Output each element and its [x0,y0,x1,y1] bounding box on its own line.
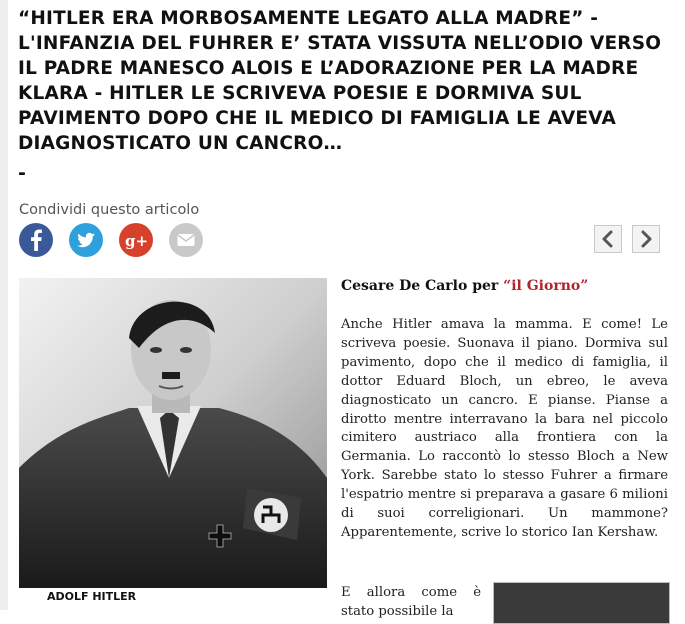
article-byline [341,278,588,294]
article-navigation [594,225,660,253]
article-body-continued: E allora come è stato possibile la [341,585,481,619]
inline-photo [493,582,670,624]
article-photo [19,278,327,588]
share-label: Condividi questo articolo [19,202,200,218]
google-plus-icon [119,223,153,257]
portrait-image [19,278,327,588]
previous-article-button[interactable] [594,225,622,253]
share-buttons [19,223,219,257]
svg-text:g+: g+ [125,232,149,250]
article-body: Anche Hitler amava la mamma. E come! Le scriveva poesie. Suonava il piano. Dormiva sul pavimento, dopo che il medico di famiglia, il dottor Eduard Bloch, un ebreo, le aveva diagnosticato un cancro. E pianse. Pianse a dirotto mentre interravano la bara nel piccolo cimitero austriaco alla frontiera con la Germania. Lo raccontò lo stesso Bloch a New York. Sarebbe stato lo stesso Fuhrer a firmare l'espatrio mentre si preparava a gasare 6 milioni di suoi correligionari. Un mammone? Apparentemente, scrive lo storico Ian Kershaw. [341,317,668,540]
twitter-share-button[interactable] [69,223,103,257]
email-share-button[interactable] [169,223,203,257]
photo-caption: ADOLF HITLER [47,590,137,603]
next-article-button[interactable] [632,225,660,253]
left-page-border [0,0,8,610]
facebook-icon [19,223,53,257]
byline-author: Cesare De Carlo per [341,278,504,294]
article-headline: “HITLER ERA MORBOSAMENTE LEGATO ALLA MADRE” - L'INFANZIA DEL FUHRER E’ STATA VISSUTA NELL’ODIO VERSO IL PADRE MANESCO ALOIS E L’ADORAZIONE PER LA MADRE KLARA - HITLER LE SCRIVEVA POESIE E DORMIVA SUL PAVIMENTO DOPO CHE IL MEDICO DI FAMIGLIA LE AVEVA DIAGNOSTICATO UN CANCRO… [18,8,662,154]
chevron-right-icon [639,230,653,248]
headline-dash: - [18,162,26,184]
chevron-left-icon [601,230,615,248]
google-plus-share-button[interactable] [119,223,153,257]
email-icon [169,223,203,257]
facebook-share-button[interactable] [19,223,53,257]
twitter-icon [69,223,103,257]
byline-source-link[interactable]: “il Giorno” [503,278,589,294]
